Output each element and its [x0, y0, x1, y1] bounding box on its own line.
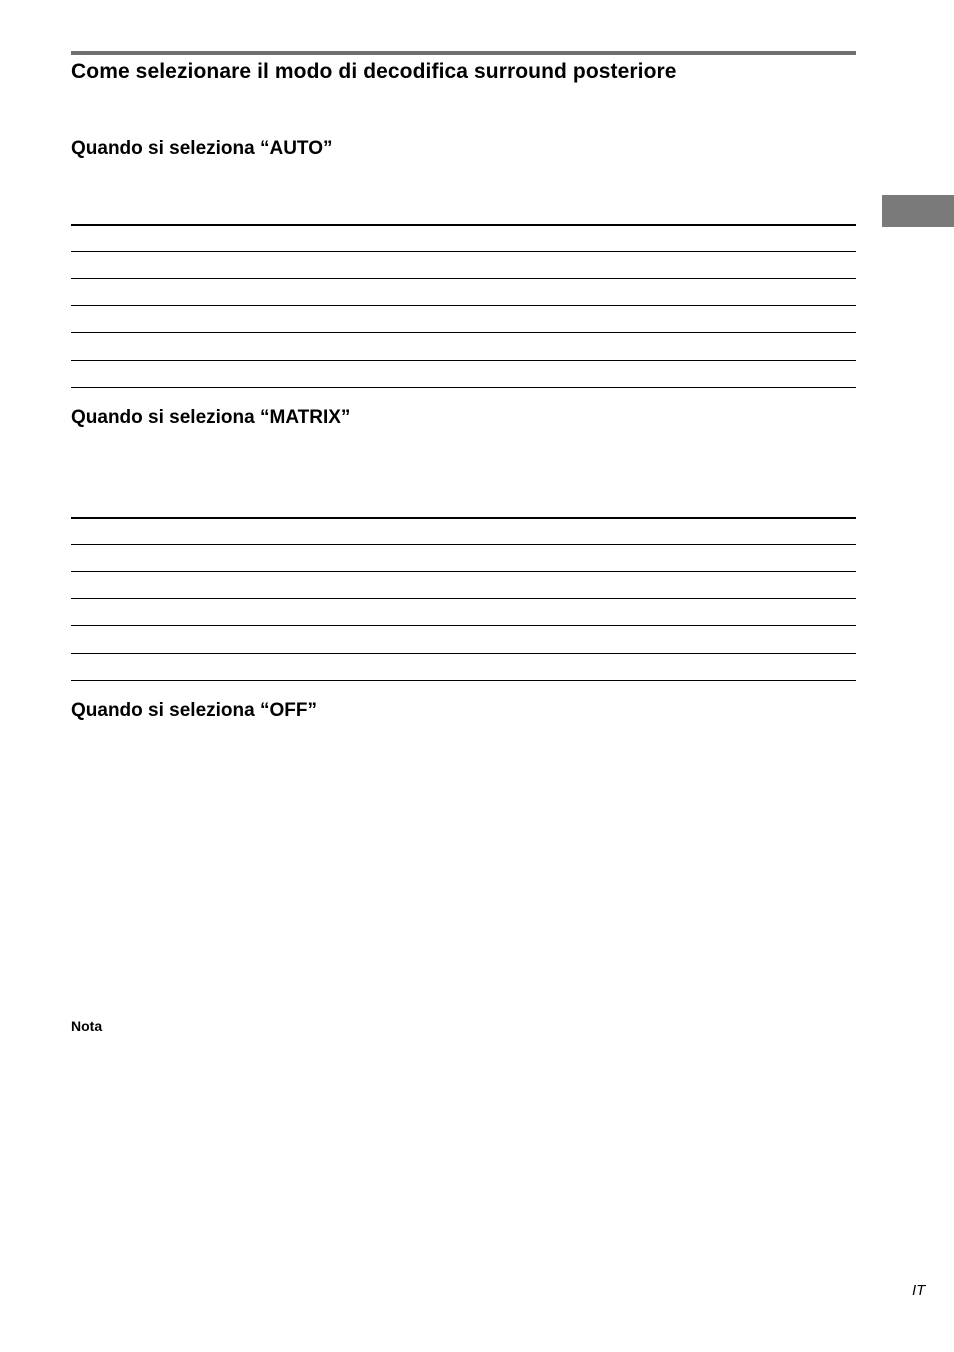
table-header-rule: [71, 517, 856, 519]
table-row: [71, 653, 856, 654]
table-row: [71, 360, 856, 361]
table-header-rule: [71, 224, 856, 226]
table-row: [71, 387, 856, 388]
table-row: [71, 251, 856, 252]
section-title-auto: Quando si seleziona “AUTO”: [71, 138, 333, 159]
language-tag: IT: [912, 1282, 926, 1299]
chapter-tab: [882, 195, 954, 227]
table-row: [71, 680, 856, 681]
table-row: [71, 278, 856, 279]
table-row: [71, 305, 856, 306]
table-row: [71, 598, 856, 599]
page-title: Come selezionare il modo di decodifica surround posteriore: [71, 60, 677, 83]
table-row: [71, 332, 856, 333]
table-row: [71, 625, 856, 626]
section-title-matrix: Quando si seleziona “MATRIX”: [71, 407, 351, 428]
table-row: [71, 544, 856, 545]
section-title-off: Quando si seleziona “OFF”: [71, 700, 317, 721]
table-row: [71, 571, 856, 572]
title-rule: [71, 51, 856, 55]
note-label: Nota: [71, 1018, 103, 1034]
